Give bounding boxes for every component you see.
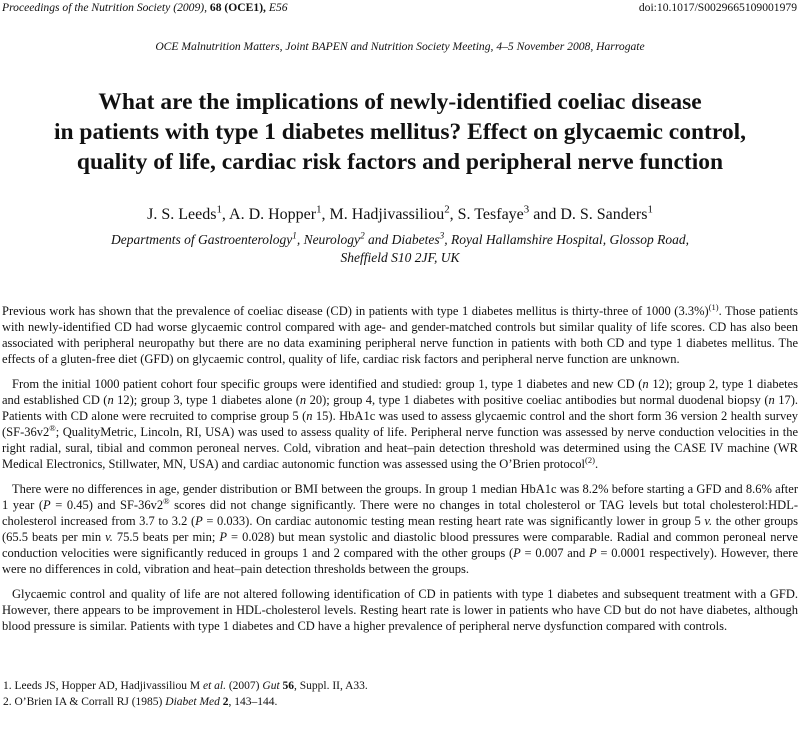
doi: doi:10.1017/S0029665109001979 bbox=[638, 1, 797, 14]
abstract-body bbox=[2, 303, 798, 643]
author-name: A. D. Hopper bbox=[229, 206, 317, 223]
paragraph-results: There were no differences in age, gender distribution or BMI between the groups. In group 1 median HbA1c was 8.2% before starting a GFD and 8.6% after 1 year (P = 0.45) and SF-36v2® scores did not change significantly. There were no changes in total cholesterol or TAG levels but total cholesterol:HDL-cholesterol increased from 3.7 to 3.2 (P = 0.033). On cardiac autonomic testing mean resting heart rate was significantly lower in group 5 v. the other groups (65.5 beats per min v. 75.5 beats per min; P = 0.028) but mean systolic and diastolic blood pressures were comparable. Radial and common peroneal nerve conduction velocities were significantly reduced in groups 1 and 2 compared with the other groups (P = 0.007 and P = 0.0001 respectively). However, there were no differences in cold, vibration and heat–pain detection thresholds between the groups. bbox=[2, 482, 799, 576]
article-title bbox=[16, 87, 784, 177]
reference-item: 2. O’Brien IA & Corrall RJ (1985) Diabet Med 2, 143–144. bbox=[3, 696, 278, 708]
author-name: D. S. Sanders bbox=[560, 206, 648, 223]
reference-item: 1. Leeds JS, Hopper AD, Hadjivassiliou M et al. (2007) Gut 56, Suppl. II, A33. bbox=[3, 680, 368, 692]
running-header bbox=[0, 1, 800, 15]
volume: 68 (OCE1), bbox=[209, 1, 266, 14]
author-name: M. Hadjivassiliou bbox=[329, 206, 445, 223]
citation-ref: (1) bbox=[708, 301, 719, 312]
affiliation-line: Departments of Gastroenterology$^1$, Neurology$^2$ and Diabetes$^3$, Royal Hallamshire Hospital, Glossop Road, bbox=[110, 230, 689, 247]
citation-ref: (2) bbox=[585, 454, 595, 465]
author-list: J. S. Leeds$^1$, A. D. Hopper$^1$, M. Hadjivassiliou$^2$, S. Tesfaye$^3$ and D. S. Sanders$^1$ bbox=[147, 203, 653, 223]
title-line: quality of life, cardiac risk factors and peripheral nerve function bbox=[76, 149, 724, 175]
affiliation bbox=[40, 231, 760, 267]
meeting-line: OCE Malnutrition Matters, Joint BAPEN and Nutrition Society Meeting, 4–5 November 2008, Harrogate bbox=[155, 40, 645, 53]
paragraph-methods: From the initial 1000 patient cohort four specific groups were identified and studied: group 1, type 1 diabetes and new CD (n 12); group 2, type 1 diabetes and established CD (n 12); group 3, type 1 diabetes alone (n 20); group 4, type 1 diabetes with positive coeliac antibodies but normal duodenal biopsy (n 17). Patients with CD alone were recruited to comprise group 5 (n 15). HbA1c was used to assess glycaemic control and the short form 36 version 2 health survey (SF-36v2®; QualityMetric, Lincoln, RI, USA) was used to assess quality of life. Peripheral nerve function was assessed by nerve conduction velocities in the right radial, sural, tibial and common peroneal nerves. Cold, vibration and heat–pain detection threshold was determined using the CASE IV machine (WR Medical Electronics, Stillwater, MN, USA) and cardiac autonomic function was assessed using the O’Brien protocol$^{(2)}$. bbox=[2, 377, 798, 471]
paragraph-conclusion: Glycaemic control and quality of life are not altered following identification of CD in patients with type 1 diabetes and subsequent treatment with a GFD. However, there appears to be improvement in HDL-cholesterol levels. Resting heart rate is lower in patients who have CD but do not have diabetes, although blood pressure is similar. Patients with type 1 diabetes and CD have a higher prevalence of peripheral nerve dysfunction compared with controls. bbox=[2, 587, 798, 633]
author-name: S. Tesfaye bbox=[457, 206, 524, 223]
author-name: J. S. Leeds bbox=[147, 206, 217, 223]
reference-list bbox=[3, 678, 368, 710]
paragraph-background: Previous work has shown that the prevalence of coeliac disease (CD) in patients with type 1 diabetes mellitus is thirty-three of 1000 $(3.3\%)^{(1)}$. Those patients with newly-identified CD had worse glycaemic control compared with age- and gender-matched controls but similar quality of life scores. CD has also been associated with peripheral neuropathy but there are no data examining peripheral nerve function in patients with both CD and type 1 diabetes mellitus. The effects of a gluten-free diet (GFD) on glycaemic control, quality of life, cardiac risk factors and peripheral nerve function are unknown. bbox=[2, 301, 798, 366]
affiliation-line: Sheffield S10 2JF, UK bbox=[340, 250, 460, 265]
title-line: in patients with type 1 diabetes mellitus? Effect on glycaemic control, bbox=[53, 119, 747, 145]
title-line: What are the implications of newly-identified coeliac disease bbox=[98, 89, 702, 115]
journal-citation: Proceedings of the Nutrition Society (2009), 68 (OCE1), E56 bbox=[2, 1, 288, 14]
